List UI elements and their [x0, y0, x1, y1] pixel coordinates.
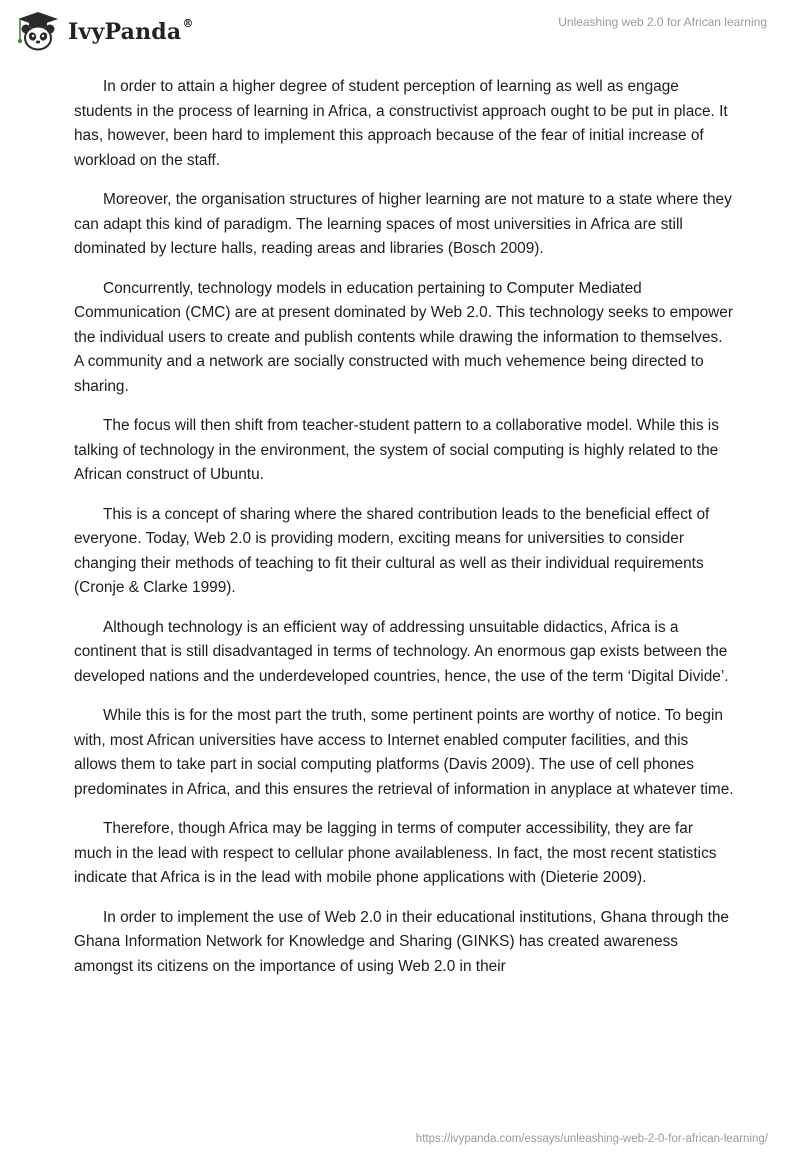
paragraph: In order to attain a higher degree of student perception of learning as well as engage students in the process of learning in Africa, a constructivist approach ought to be put in place. It has, however, been hard to implement this approach because of the fear of initial increase of workload on the staff.	[74, 78, 728, 169]
paragraph: While this is for the most part the truth, some pertinent points are worthy of notice. To begin with, most African universities have access to Internet enabled computer facilities, and this allows them to take part in social computing platforms (Davis 2009). The use of cell phones predominates in Africa, and this ensures the retrieval of information in anyplace at whatever time.	[74, 707, 734, 798]
registered-mark: ®	[182, 16, 194, 30]
page-header	[0, 0, 800, 70]
panda-graduate-icon	[14, 10, 62, 52]
paragraph: Therefore, though Africa may be lagging in terms of computer accessibility, they are far much in the lead with respect to cellular phone availableness. In fact, the most recent statistics indicate that Africa is in the lead with mobile phone applications with (Dieterie 2009).	[74, 820, 717, 886]
paragraph: Concurrently, technology models in education pertaining to Computer Mediated Communication (CMC) are at present dominated by Web 2.0. This technology seeks to empower the individual users to create and publish contents while drawing the information to themselves. A community and a network are socially constructed with much vehemence being directed to sharing.	[74, 279, 733, 395]
document-title: Unleashing web 2.0 for African learning	[558, 15, 767, 29]
brand-logo[interactable]	[14, 10, 194, 52]
source-url-link[interactable]: https://ivypanda.com/essays/unleashing-web-2-0-for-african-learning/	[415, 1133, 768, 1145]
paragraph: In order to implement the use of Web 2.0 in their educational institutions, Ghana through the Ghana Information Network for Knowledge and Sharing (GINKS) has created awareness amongst its citizens on the importance of using Web 2.0 in their	[74, 908, 729, 975]
brand-name	[68, 16, 194, 45]
brand-name-text: IvyPanda	[68, 19, 182, 45]
paragraph: This is a concept of sharing where the shared contribution leads to the beneficial effect of everyone. Today, Web 2.0 is providing modern, exciting means for universities to consider changing their methods of teaching to fit their cultural as well as their individual requirements (Cronje & Clarke 1999).	[74, 505, 710, 596]
paragraph: Although technology is an efficient way of addressing unsuitable didactics, Africa is a continent that is still disadvantaged in terms of technology. An enormous gap exists between the developed nations and the underdeveloped countries, hence, the use of the term ‘Digital Divide’.	[74, 618, 729, 685]
paragraph: The focus will then shift from teacher-student pattern to a collaborative model. While this is talking of technology in the environment, the system of social computing is highly related to the African construct of Ubuntu.	[74, 417, 719, 483]
paragraph: Moreover, the organisation structures of higher learning are not mature to a state where they can adapt this kind of paradigm. The learning spaces of most universities in Africa are still dominated by lecture halls, reading areas and libraries (Bosch 2009).	[74, 191, 732, 257]
essay-body	[74, 75, 734, 994]
